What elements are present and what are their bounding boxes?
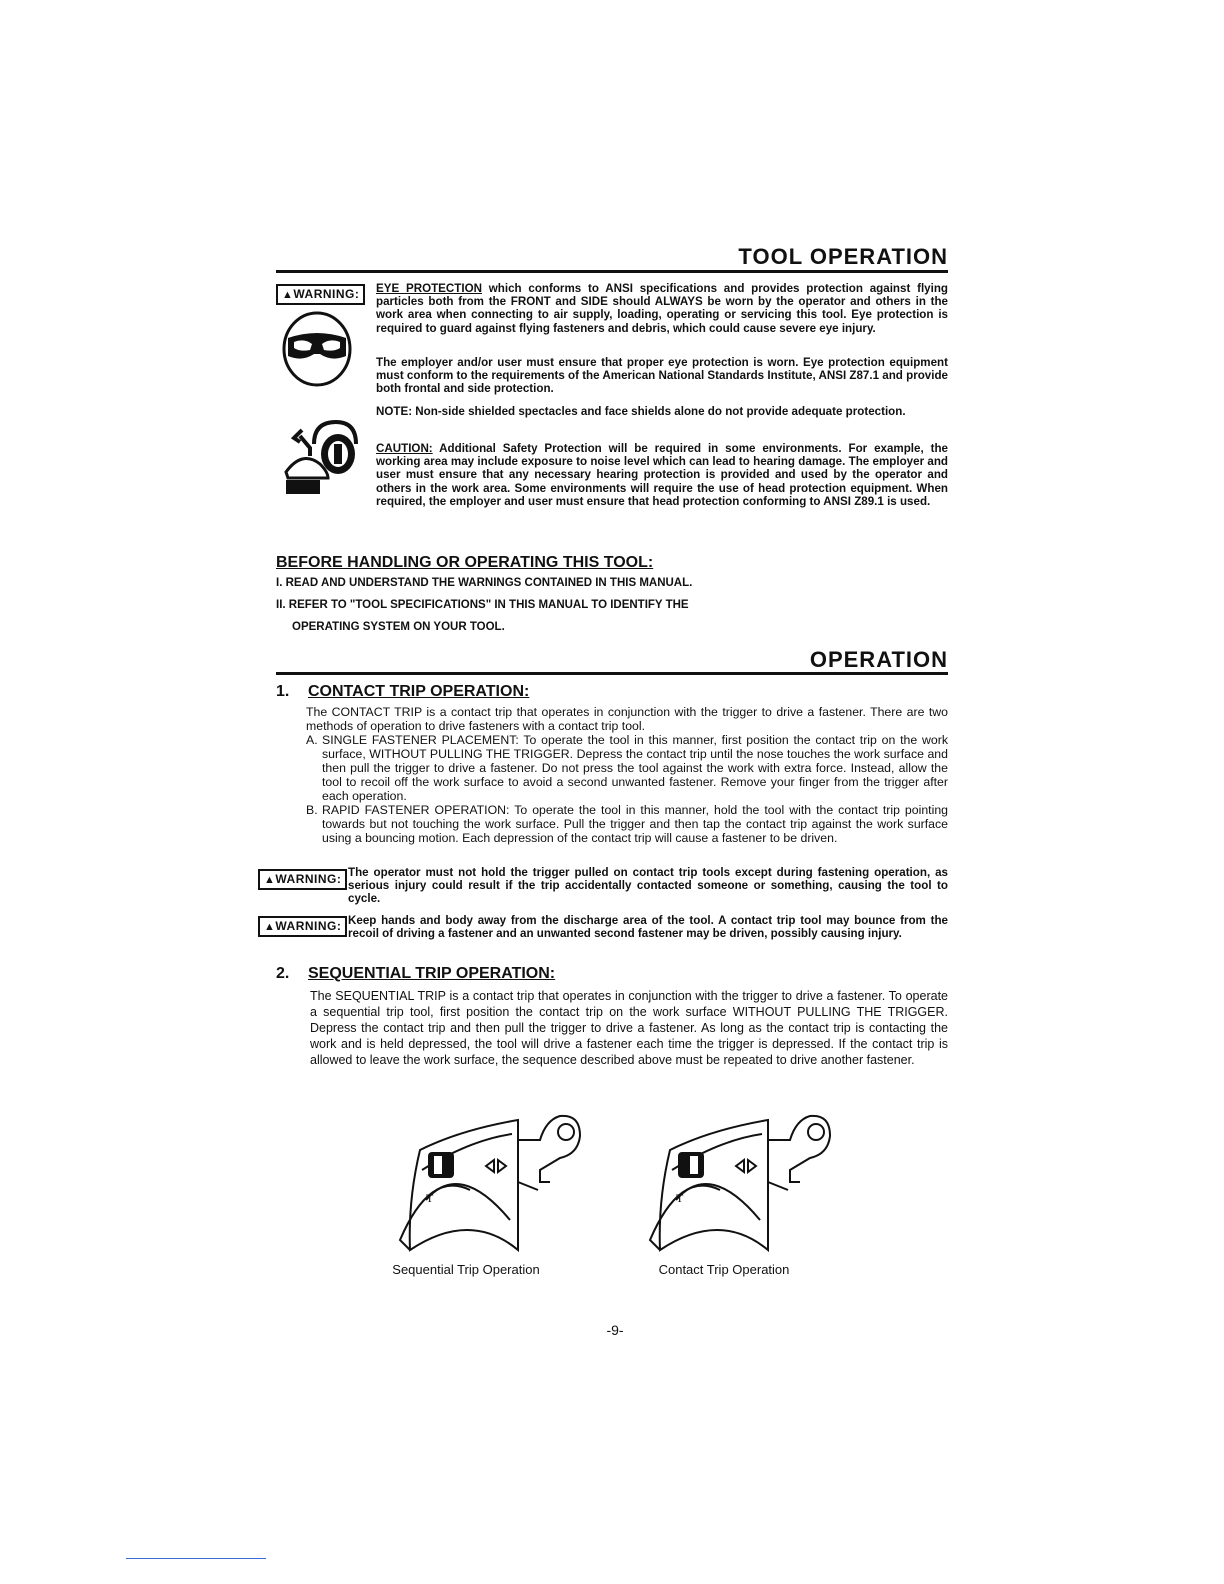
safety-goggles-icon bbox=[280, 310, 354, 388]
warning-label: WARNING: bbox=[275, 872, 342, 886]
tool-operation-title: TOOL OPERATION bbox=[738, 244, 948, 269]
sequential-heading: SEQUENTIAL TRIP OPERATION: bbox=[308, 965, 556, 982]
caution-lead: CAUTION: bbox=[376, 442, 433, 455]
nailer-trigger-icon bbox=[400, 1116, 580, 1250]
tool-operation-rule bbox=[276, 270, 948, 273]
contact-b-label: B. bbox=[306, 803, 318, 817]
warning-badge bbox=[276, 284, 365, 305]
ear-muffs-hard-hat-icon bbox=[284, 420, 358, 496]
contact-a-label: A. bbox=[306, 733, 318, 747]
warning-badge-3 bbox=[258, 916, 347, 937]
employer-paragraph: The employer and/or user must ensure that proper eye protection is worn. Eye protection equipment must conform to the requirements of the American National Standards Institute, ANSI Z87.1 and provide both frontal and side protection. bbox=[376, 356, 948, 396]
eye-protection-text: which conforms to ANSI specifications and provides protection against flying particles both from the FRONT and SIDE should ALWAYS be worn by the operator and others in the work area when connecting to air supply, loading, operating or servicing this tool. Eye protection is required to guard against flying fasteners and debris, which could cause severe eye injury. bbox=[376, 282, 948, 335]
warning-badge-2 bbox=[258, 869, 347, 890]
warning-triangle-icon: ▲ bbox=[264, 874, 276, 886]
contact-intro: The CONTACT TRIP is a contact trip that operates in conjunction with the trigger to drive a fastener. There are two methods of operation to drive fasteners with a contact trip tool. bbox=[306, 705, 948, 733]
contact-caption: Contact Trip Operation bbox=[658, 1262, 790, 1277]
svg-text:T: T bbox=[676, 1191, 684, 1205]
page-number: -9- bbox=[606, 1322, 624, 1338]
contact-number: 1. bbox=[276, 683, 290, 700]
note-paragraph: NOTE: Non-side shielded spectacles and face shields alone do not provide adequate protection. bbox=[376, 405, 906, 418]
contact-a-text: SINGLE FASTENER PLACEMENT: To operate the tool in this manner, first position the contact trip on the work surface, WITHOUT PULLING THE TRIGGER. Depress the contact trip until the nose touches the work surface and then pull the trigger to drive a fastener. Do not press the tool against the work with extra force. Instead, allow the tool to recoil off the work surface to avoid a second unwanted fastener. Remove your finger from the trigger after each operation. bbox=[322, 733, 948, 803]
operation-rule bbox=[276, 672, 948, 675]
nailer-trigger-icon bbox=[650, 1116, 830, 1250]
warning-label: WARNING: bbox=[275, 919, 342, 933]
operation-title: OPERATION bbox=[809, 647, 948, 672]
bottom-divider bbox=[126, 1558, 266, 1559]
contact-b-text: RAPID FASTENER OPERATION: To operate the tool in this manner, hold the tool with the contact trip pointing towards but not touching the work surface. Pull the trigger and then tap the contact trip against the work surface using a bouncing motion. Each depression of the contact trip will cause a fastener to be driven. bbox=[322, 803, 948, 845]
warning-label: WARNING: bbox=[293, 287, 360, 301]
contact-warning-2: Keep hands and body away from the discharge area of the tool. A contact trip tool may bounce from the recoil of driving a fastener and an unwanted second fastener may be driven, possibly causing injury. bbox=[348, 914, 948, 941]
caution-text: Additional Safety Protection will be required in some environments. For example, the working area may include exposure to noise level which can lead to hearing damage. The employer and user must ensure that any necessary hearing protection is provided and used by the operator and others in the work area. Some environments will require the use of head protection equipment. When required, the employer and user must ensure that head protection conforming to ANSI Z89.1 is used. bbox=[376, 442, 948, 508]
before-item-2-cont: OPERATING SYSTEM ON YOUR TOOL. bbox=[292, 621, 505, 633]
contact-trip-figure bbox=[640, 1110, 840, 1260]
sequential-trip-figure bbox=[390, 1110, 590, 1260]
before-item-2: II. REFER TO "TOOL SPECIFICATIONS" IN THIS MANUAL TO IDENTIFY THE bbox=[276, 599, 689, 611]
warning-triangle-icon: ▲ bbox=[264, 921, 276, 933]
contact-warning-1: The operator must not hold the trigger pulled on contact trip tools except during fastening operation, as serious injury could result if the trip accidentally contacted someone or something, causing the tool to cycle. bbox=[348, 866, 948, 906]
sequential-caption: Sequential Trip Operation bbox=[392, 1262, 540, 1277]
sequential-text: The SEQUENTIAL TRIP is a contact trip that operates in conjunction with the trigger to drive a fastener. To operate a sequential trip tool, first position the contact trip on the work surface WITHOUT PULLING THE TRIGGER. Depress the contact trip and then pull the trigger to drive a fastener. As long as the contact trip is contacting the work and is held depressed, the tool will drive a fastener each time the trigger is depressed. If the contact trip is allowed to leave the work surface, the sequence described above must be repeated to drive another fastener. bbox=[310, 989, 948, 1067]
caution-paragraph bbox=[376, 442, 948, 508]
sequential-number: 2. bbox=[276, 965, 290, 982]
eye-protection-lead: EYE PROTECTION bbox=[376, 282, 482, 295]
before-item-1: I. READ AND UNDERSTAND THE WARNINGS CONTAINED IN THIS MANUAL. bbox=[276, 577, 693, 589]
svg-text:T: T bbox=[426, 1191, 434, 1205]
eye-protection-paragraph bbox=[376, 282, 948, 335]
before-handling-heading: BEFORE HANDLING OR OPERATING THIS TOOL: bbox=[276, 554, 654, 571]
warning-triangle-icon: ▲ bbox=[282, 289, 294, 301]
contact-heading: CONTACT TRIP OPERATION: bbox=[308, 683, 530, 700]
